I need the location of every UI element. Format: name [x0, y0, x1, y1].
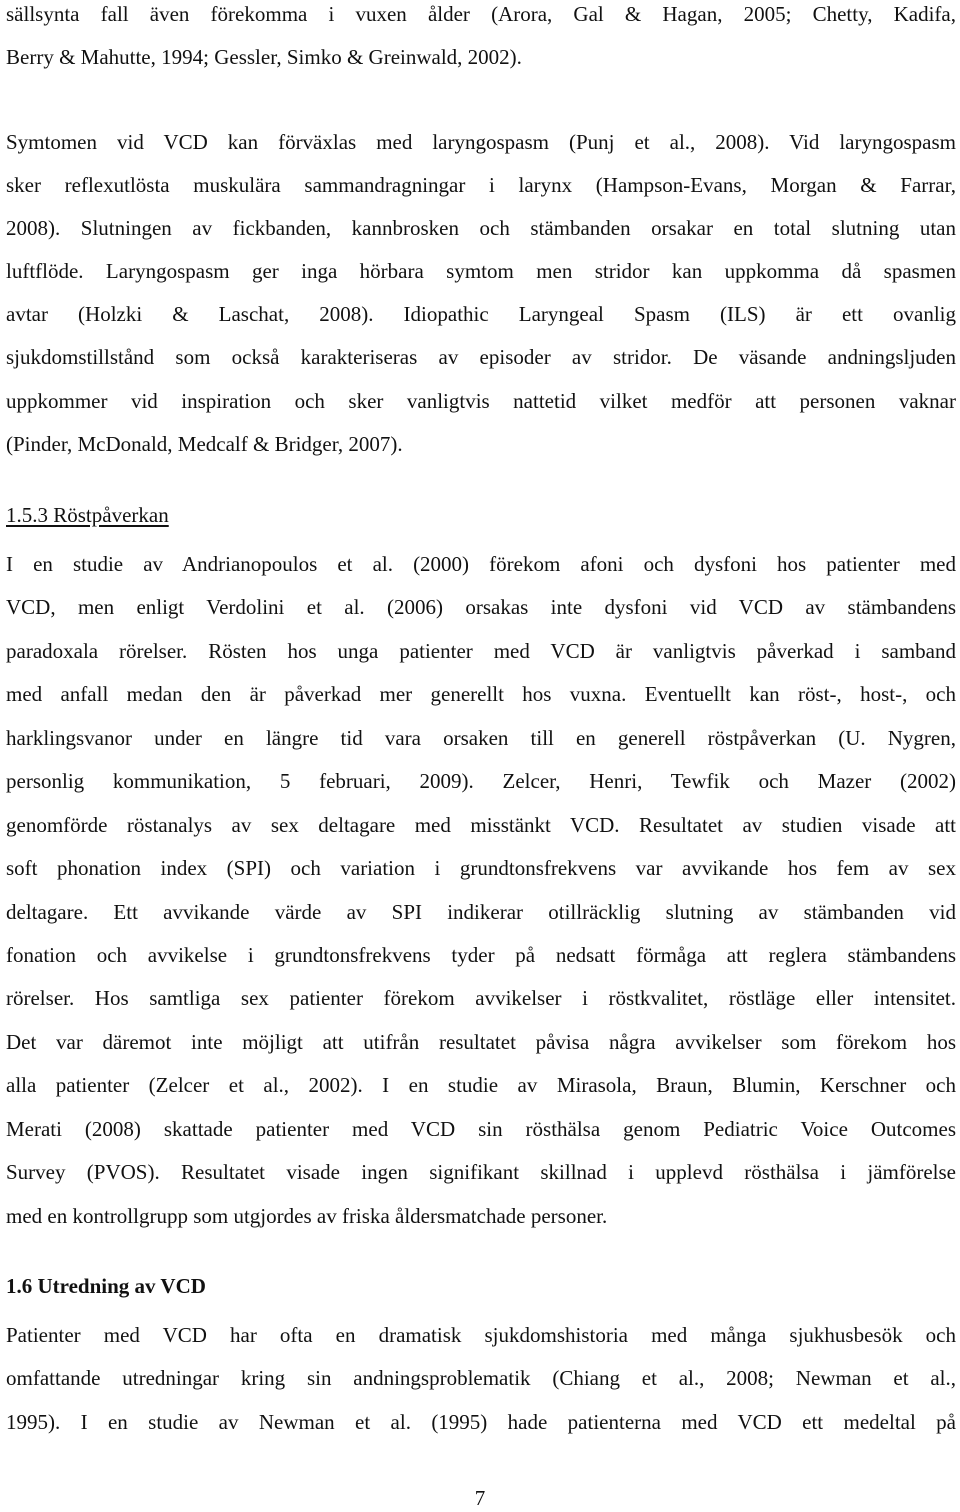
section-heading-text: 1.5.3 Röstpåverkan	[6, 503, 169, 527]
page-number: 7	[474, 1486, 486, 1510]
section-heading	[6, 501, 169, 529]
section-heading: 1.6 Utredning av VCD	[6, 1274, 206, 1298]
text-line: deltagare. Ett avvikande värde av SPI indikerar otillräcklig slutning av stämbanden vid	[6, 900, 956, 924]
text-line: VCD, men enligt Verdolini et al. (2006) orsakas inte dysfoni vid VCD av stämbandens	[6, 595, 956, 619]
text-line: rörelser. Hos samtliga sex patienter förekom avvikelser i röstkvalitet, röstläge eller intensitet.	[6, 986, 956, 1010]
text-line: sällsynta fall även förekomma i vuxen ålder (Arora, Gal & Hagan, 2005; Chetty, Kadifa,	[6, 2, 956, 26]
text-line: Patienter med VCD har ofta en dramatisk sjukdomshistoria med många sjukhusbesök och	[6, 1323, 956, 1347]
text-line: med en kontrollgrupp som utgjordes av friska åldersmatchade personer.	[6, 1204, 608, 1228]
text-line: personlig kommunikation, 5 februari, 2009). Zelcer, Henri, Tewfik och Mazer (2002)	[6, 769, 956, 793]
text-line: Merati (2008) skattade patienter med VCD sin rösthälsa genom Pediatric Voice Outcomes	[6, 1117, 956, 1141]
text-line: Survey (PVOS). Resultatet visade ingen signifikant skillnad i upplevd rösthälsa i jämförelse	[6, 1160, 956, 1184]
text-line: uppkommer vid inspiration och sker vanligtvis nattetid vilket medför att personen vaknar	[6, 389, 956, 413]
text-line: Symtomen vid VCD kan förväxlas med laryngospasm (Punj et al., 2008). Vid laryngospasm	[6, 130, 956, 154]
text-line: I en studie av Andrianopoulos et al. (2000) förekom afoni och dysfoni hos patienter med	[6, 552, 956, 576]
text-line: genomförde röstanalys av sex deltagare med misstänkt VCD. Resultatet av studien visade att	[6, 813, 956, 837]
text-line: (Pinder, McDonald, Medcalf & Bridger, 2007).	[6, 432, 403, 456]
text-line: sjukdomstillstånd som också karakteriseras av episoder av stridor. De väsande andningsljuden	[6, 345, 956, 369]
text-line: avtar (Holzki & Laschat, 2008). Idiopathic Laryngeal Spasm (ILS) är ett ovanlig	[6, 302, 956, 326]
text-line: Berry & Mahutte, 1994; Gessler, Simko & Greinwald, 2002).	[6, 45, 522, 69]
text-line: alla patienter (Zelcer et al., 2002). I en studie av Mirasola, Braun, Blumin, Kerschner och	[6, 1073, 956, 1097]
text-line: paradoxala rörelser. Rösten hos unga patienter med VCD är vanligtvis påverkad i samband	[6, 639, 956, 663]
text-line: Det var däremot inte möjligt att utifrån resultatet påvisa några avvikelser som förekom hos	[6, 1030, 956, 1054]
text-line: 2008). Slutningen av fickbanden, kannbrosken och stämbanden orsakar en total slutning utan	[6, 216, 956, 240]
text-line: omfattande utredningar kring sin andningsproblematik (Chiang et al., 2008; Newman et al.,	[6, 1366, 956, 1390]
text-line: harklingsvanor under en längre tid vara orsaken till en generell röstpåverkan (U. Nygren,	[6, 726, 956, 750]
text-line: sker reflexutlösta muskulära sammandragningar i larynx (Hampson-Evans, Morgan & Farrar,	[6, 173, 956, 197]
text-line: med anfall medan den är påverkad mer generellt hos vuxna. Eventuellt kan röst-, host-, och	[6, 682, 956, 706]
text-line: 1995). I en studie av Newman et al. (1995) hade patienterna med VCD ett medeltal på	[6, 1410, 956, 1434]
text-line: fonation och avvikelse i grundtonsfrekvens tyder på nedsatt förmåga att reglera stämbandens	[6, 943, 956, 967]
text-line: luftflöde. Laryngospasm ger inga hörbara symtom men stridor kan uppkomma då spasmen	[6, 259, 956, 283]
text-line: soft phonation index (SPI) och variation i grundtonsfrekvens var avvikande hos fem av sex	[6, 856, 956, 880]
